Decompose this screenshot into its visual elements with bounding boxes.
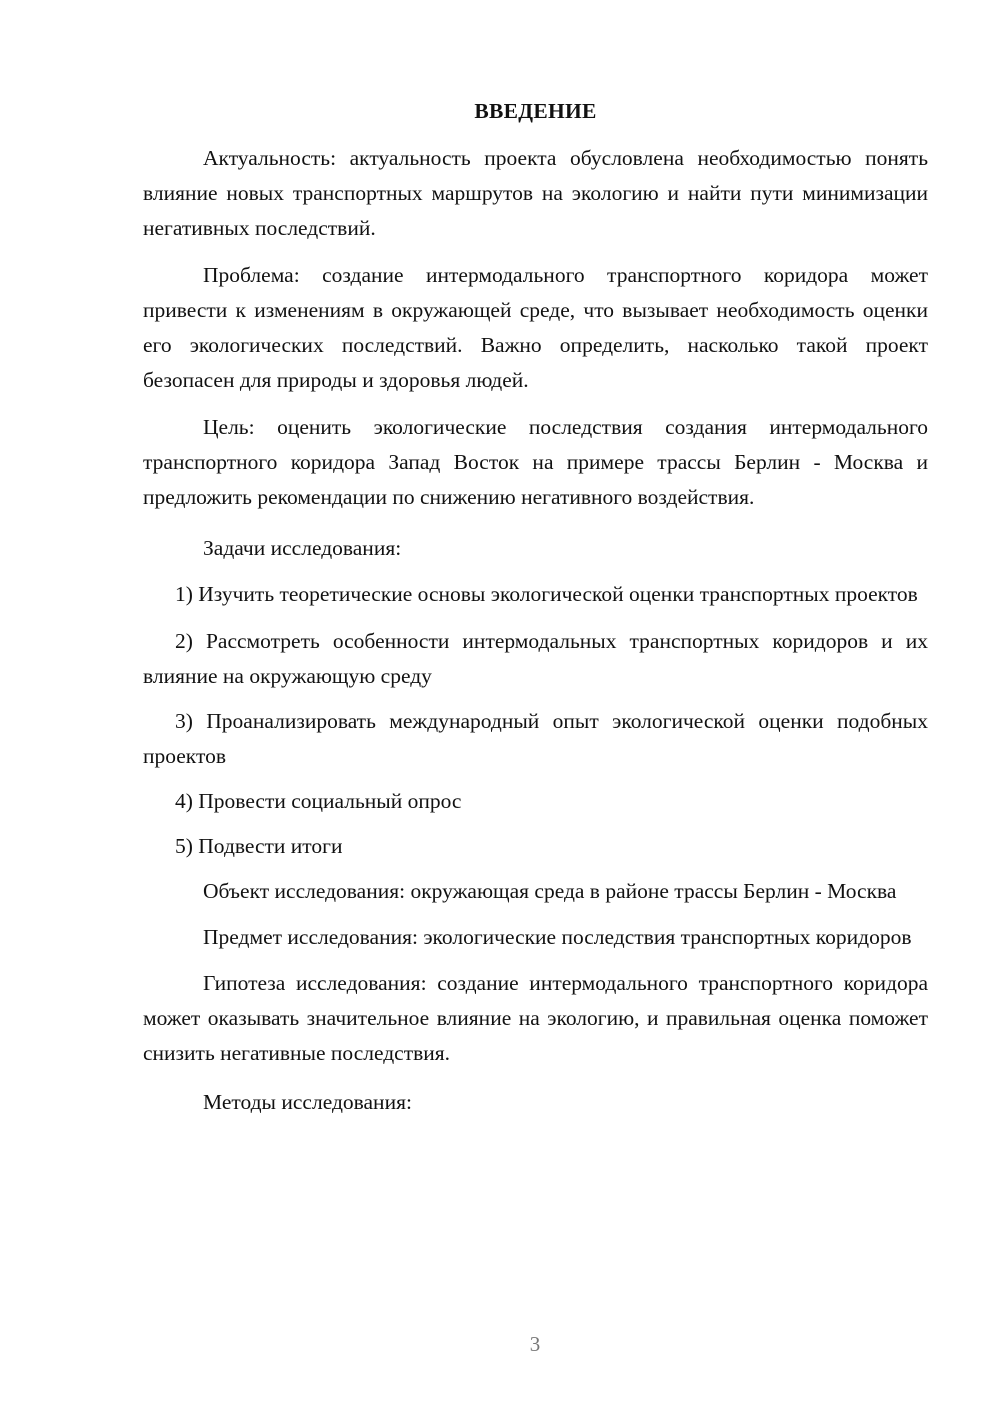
paragraph-hypothesis: Гипотеза исследования: создание интермодального транспортного коридора может оказывать значительное влияние на экологию, и правильная оценка поможет снизить негативные последствия. bbox=[143, 971, 928, 1065]
paragraph-methods: Методы исследования: bbox=[203, 1090, 412, 1114]
paragraph-tasks-heading: Задачи исследования: bbox=[203, 536, 402, 560]
paragraph-subject: Предмет исследования: экологические последствия транспортных коридоров bbox=[203, 925, 912, 949]
task-item-5: 5) Подвести итоги bbox=[175, 834, 343, 858]
paragraph-goal: Цель: оценить экологические последствия создания интермодального транспортного коридора Запад Восток на примере трассы Берлин - Москва и предложить рекомендации по снижению негативного воздействия. bbox=[143, 415, 928, 509]
task-item-1: 1) Изучить теоретические основы экологической оценки транспортных проектов bbox=[175, 582, 918, 606]
paragraph-problem: Проблема: создание интермодального транспортного коридора может привести к изменениям в окружающей среде, что вызывает необходимость оценки его экологических последствий. Важно определить, насколько такой проект безопасен для природы и здоровья людей. bbox=[143, 263, 928, 392]
document-page bbox=[143, 94, 928, 1120]
task-item-4: 4) Провести социальный опрос bbox=[175, 789, 462, 813]
section-heading: ВВЕДЕНИЕ bbox=[474, 99, 597, 123]
task-item-3: 3) Проанализировать международный опыт экологической оценки подобных проектов bbox=[143, 709, 928, 768]
page-number: 3 bbox=[529, 1332, 541, 1356]
paragraph-relevance: Актуальность: актуальность проекта обусловлена необходимостью понять влияние новых транспортных маршрутов на экологию и найти пути минимизации негативных последствий. bbox=[143, 146, 928, 240]
paragraph-object: Объект исследования: окружающая среда в районе трассы Берлин - Москва bbox=[203, 879, 897, 903]
task-item-2: 2) Рассмотреть особенности интермодальных транспортных коридоров и их влияние на окружающую среду bbox=[143, 629, 928, 688]
